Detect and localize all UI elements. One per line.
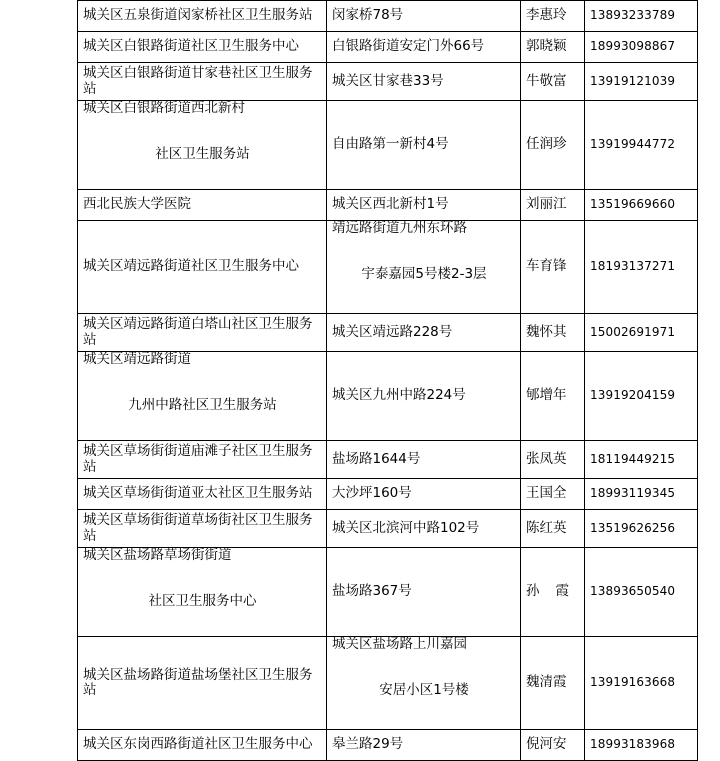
contact-name: 王国全 <box>526 485 567 502</box>
cell-address <box>327 1 521 32</box>
contact-name: 魏清霞 <box>526 674 567 691</box>
cell-organization <box>78 190 327 221</box>
table-row <box>78 479 698 510</box>
address-text <box>327 637 520 698</box>
phone-number: 13893233789 <box>590 8 676 23</box>
cell-address <box>327 32 521 63</box>
cell-contact-name <box>521 32 585 63</box>
cell-phone <box>585 221 698 314</box>
contact-name: 张凤英 <box>526 450 567 467</box>
table-row <box>78 101 698 190</box>
table-row <box>78 190 698 221</box>
contact-name: 陈红英 <box>526 519 567 536</box>
phone-number: 13919944772 <box>590 137 676 152</box>
cell-organization <box>78 548 327 637</box>
cell-organization <box>78 730 327 761</box>
organization-name: 城关区五泉街道闵家桥社区卫生服务站 <box>83 7 313 24</box>
phone-number: 13919121039 <box>590 73 676 88</box>
organization-name: 城关区草场街街道庙滩子社区卫生服务站 <box>83 443 313 475</box>
address-text: 自由路第一新村4号 <box>332 136 449 153</box>
cell-address <box>327 221 521 314</box>
cell-address <box>327 101 521 190</box>
table-row <box>78 352 698 441</box>
address-text: 城关区靖远路228号 <box>332 323 453 340</box>
cell-address <box>327 314 521 352</box>
phone-number: 18193137271 <box>590 259 676 274</box>
contact-name: 任润珍 <box>526 136 567 153</box>
organization-name: 西北民族大学医院 <box>83 196 191 213</box>
cell-phone <box>585 352 698 441</box>
cell-phone <box>585 314 698 352</box>
cell-contact-name <box>521 510 585 548</box>
phone-number: 15002691971 <box>590 324 676 339</box>
contact-name: 郭晓颖 <box>526 38 567 55</box>
cell-organization <box>78 314 327 352</box>
phone-number: 13519669660 <box>590 197 676 212</box>
address-line1: 靖远路街道九州东环路 <box>332 220 467 237</box>
cell-organization <box>78 1 327 32</box>
address-text: 城关区九州中路224号 <box>332 387 466 404</box>
organization-name-line2: 社区卫生服务站 <box>155 145 250 162</box>
table-row <box>78 32 698 63</box>
cell-phone <box>585 190 698 221</box>
cell-organization <box>78 221 327 314</box>
cell-contact-name <box>521 221 585 314</box>
cell-address <box>327 548 521 637</box>
organization-name: 城关区白银路街道社区卫生服务中心 <box>83 38 299 55</box>
cell-organization <box>78 32 327 63</box>
table-row <box>78 63 698 101</box>
contact-name: 李惠玲 <box>526 7 567 24</box>
organization-name: 城关区草场街街道草场街社区卫生服务站 <box>83 512 313 544</box>
organization-name-line2: 九州中路社区卫生服务站 <box>128 396 277 413</box>
cell-phone <box>585 548 698 637</box>
table-row <box>78 637 698 730</box>
organization-name-line1: 城关区靖远路街道 <box>83 351 191 368</box>
address-text: 城关区甘家巷33号 <box>332 72 444 89</box>
cell-address <box>327 190 521 221</box>
phone-number: 18993119345 <box>590 486 676 501</box>
cell-phone <box>585 32 698 63</box>
cell-organization <box>78 101 327 190</box>
community-health-center-table <box>77 0 698 761</box>
cell-phone <box>585 479 698 510</box>
contact-name-given: 霞 <box>555 583 569 600</box>
organization-name-line1: 城关区盐场路草场街街道 <box>83 547 232 564</box>
cell-contact-name <box>521 730 585 761</box>
phone-number: 18993183968 <box>590 737 676 752</box>
organization-name: 城关区草场街街道亚太社区卫生服务站 <box>83 485 313 502</box>
cell-address <box>327 510 521 548</box>
contact-name-surname: 孙 <box>526 583 540 600</box>
phone-number: 13919163668 <box>590 675 676 690</box>
cell-phone <box>585 637 698 730</box>
phone-number: 18119449215 <box>590 451 676 466</box>
organization-name: 城关区靖远路街道社区卫生服务中心 <box>83 258 299 275</box>
contact-name: 倪河安 <box>526 736 567 753</box>
cell-address <box>327 637 521 730</box>
contact-name: 刘丽江 <box>526 196 567 213</box>
contact-name: 魏怀其 <box>526 323 567 340</box>
phone-number: 13919204159 <box>590 388 676 403</box>
address-line2: 安居小区1号楼 <box>379 681 469 698</box>
organization-name: 城关区白银路街道甘家巷社区卫生服务站 <box>83 65 313 97</box>
address-text: 盐场路367号 <box>332 583 412 600</box>
contact-name: 郇增年 <box>526 387 567 404</box>
cell-organization <box>78 510 327 548</box>
table-row <box>78 221 698 314</box>
cell-address <box>327 352 521 441</box>
cell-address <box>327 479 521 510</box>
cell-contact-name <box>521 548 585 637</box>
phone-number: 18993098867 <box>590 39 676 54</box>
table-row <box>78 548 698 637</box>
cell-contact-name <box>521 190 585 221</box>
cell-organization <box>78 63 327 101</box>
cell-address <box>327 441 521 479</box>
cell-address <box>327 730 521 761</box>
address-text: 盐场路1644号 <box>332 450 421 467</box>
organization-name <box>78 101 326 162</box>
address-text: 城关区北滨河中路102号 <box>332 519 480 536</box>
organization-name: 城关区东岗西路街道社区卫生服务中心 <box>83 736 313 753</box>
address-text: 白银路街道安定门外66号 <box>332 38 485 55</box>
cell-phone <box>585 1 698 32</box>
cell-phone <box>585 101 698 190</box>
table-row <box>78 314 698 352</box>
cell-phone <box>585 63 698 101</box>
table-row <box>78 730 698 761</box>
address-line2: 宇泰嘉园5号楼2-3层 <box>361 265 487 282</box>
organization-name <box>78 548 326 609</box>
cell-organization <box>78 637 327 730</box>
cell-organization <box>78 479 327 510</box>
contact-name: 车育锋 <box>526 258 567 275</box>
address-text: 城关区西北新村1号 <box>332 196 449 213</box>
organization-name-line1: 城关区白银路街道西北新村 <box>83 100 245 117</box>
organization-name: 城关区靖远路街道白塔山社区卫生服务站 <box>83 316 313 348</box>
organization-name <box>78 352 326 413</box>
cell-contact-name <box>521 479 585 510</box>
cell-contact-name <box>521 314 585 352</box>
cell-address <box>327 63 521 101</box>
address-text: 闵家桥78号 <box>332 7 404 24</box>
cell-organization <box>78 352 327 441</box>
address-text <box>327 221 520 282</box>
table-body <box>78 1 698 761</box>
cell-contact-name <box>521 637 585 730</box>
contact-name <box>521 581 584 603</box>
cell-phone <box>585 510 698 548</box>
table-row <box>78 1 698 32</box>
cell-contact-name <box>521 63 585 101</box>
contact-name: 牛敬富 <box>526 72 567 89</box>
organization-name-line2: 社区卫生服务中心 <box>148 592 257 609</box>
phone-number: 13519626256 <box>590 520 676 535</box>
cell-contact-name <box>521 441 585 479</box>
organization-name: 城关区盐场路街道盐场堡社区卫生服务站 <box>83 666 313 699</box>
cell-phone <box>585 730 698 761</box>
address-text: 大沙坪160号 <box>332 485 412 502</box>
address-text: 皋兰路29号 <box>332 736 404 753</box>
table-row <box>78 510 698 548</box>
phone-number: 13893650540 <box>590 584 676 599</box>
cell-phone <box>585 441 698 479</box>
cell-contact-name <box>521 1 585 32</box>
table-row <box>78 441 698 479</box>
cell-organization <box>78 441 327 479</box>
cell-contact-name <box>521 101 585 190</box>
cell-contact-name <box>521 352 585 441</box>
address-line1: 城关区盐场路上川嘉园 <box>332 636 467 653</box>
